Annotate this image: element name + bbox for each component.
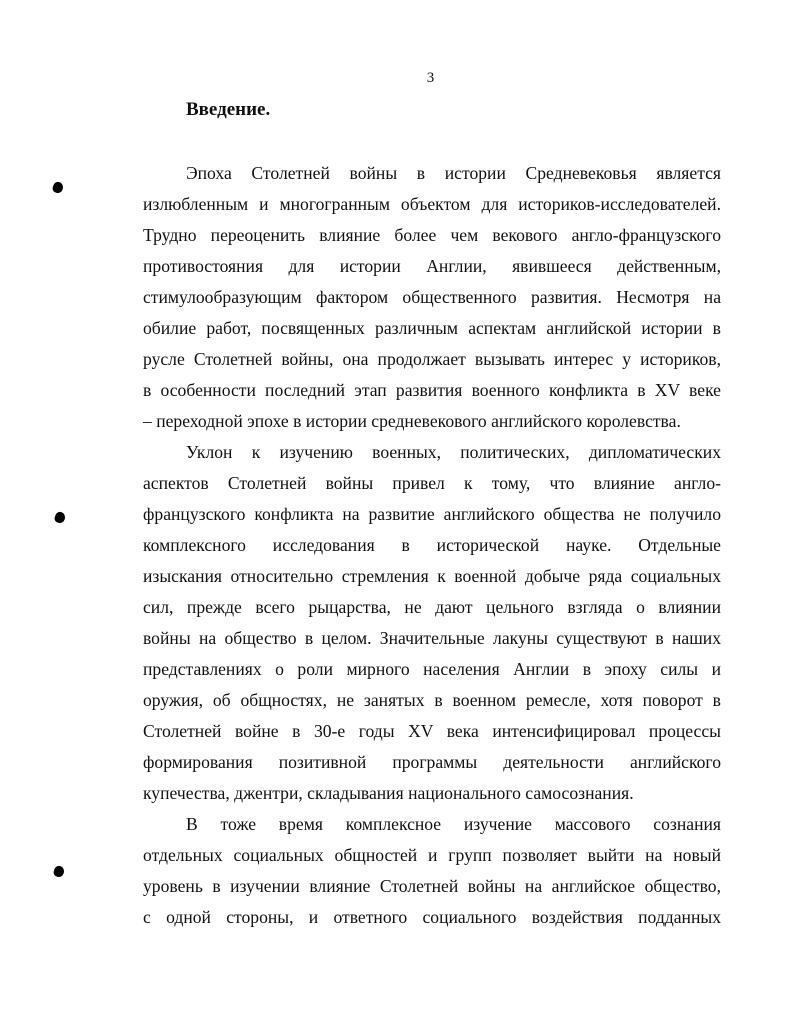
text-line: аспектов Столетней войны привел к тому, что влияние англо-	[143, 473, 721, 493]
text-line: Столетней войне в 30-е годы XV века интенсифицировал процессы	[143, 721, 721, 741]
section-heading: Введение.	[186, 99, 271, 120]
text-line: противостояния для истории Англии, явившееся действенным,	[143, 256, 721, 276]
text-line: Уклон к изучению военных, политических, дипломатических	[186, 442, 721, 462]
text-line: формирования позитивной программы деятельности английского	[143, 752, 721, 772]
text-line: Эпоха Столетней войны в истории Средневековья является	[186, 163, 721, 183]
body-text	[143, 158, 721, 933]
text-line: представлениях о роли мирного населения Англии в эпоху силы и	[143, 659, 721, 679]
text-line: войны на общество в целом. Значительные лакуны существуют в наших	[143, 628, 721, 648]
text-line: с одной стороны, и ответного социального воздействия подданных	[143, 907, 721, 927]
text-line: сил, прежде всего рыцарства, не дают цельного взгляда о влиянии	[143, 597, 721, 617]
page-number: 3	[426, 70, 435, 86]
text-line: оружия, об общностях, не занятых в военном ремесле, хотя поворот в	[143, 690, 721, 710]
text-line: – переходной эпохе в истории средневекового английского королевства.	[143, 411, 681, 431]
punch-hole-mark	[52, 865, 65, 879]
text-line: в особенности последний этап развития военного конфликта в XV веке	[143, 380, 721, 400]
text-line: обилие работ, посвященных различным аспектам английской истории в	[143, 318, 721, 338]
text-line: Трудно переоценить влияние более чем векового англо-французского	[143, 225, 721, 245]
text-line: уровень в изучении влияние Столетней войны на английское общество,	[143, 876, 721, 896]
text-line: отдельных социальных общностей и групп позволяет выйти на новый	[143, 845, 721, 865]
text-line: В тоже время комплексное изучение массового сознания	[186, 814, 721, 834]
punch-hole-mark	[51, 181, 64, 195]
text-line: излюбленным и многогранным объектом для историков-исследователей.	[143, 194, 721, 214]
punch-hole-mark	[53, 511, 66, 525]
text-line: изыскания относительно стремления к военной добыче ряда социальных	[143, 566, 721, 586]
text-line: комплексного исследования в исторической науке. Отдельные	[143, 535, 721, 555]
text-line: русле Столетней войны, она продолжает вызывать интерес у историков,	[143, 349, 721, 369]
text-line: купечества, джентри, складывания национального самосознания.	[143, 783, 634, 803]
text-line: французского конфликта на развитие английского общества не получило	[143, 504, 721, 524]
text-line: стимулообразующим фактором общественного развития. Несмотря на	[143, 287, 721, 307]
